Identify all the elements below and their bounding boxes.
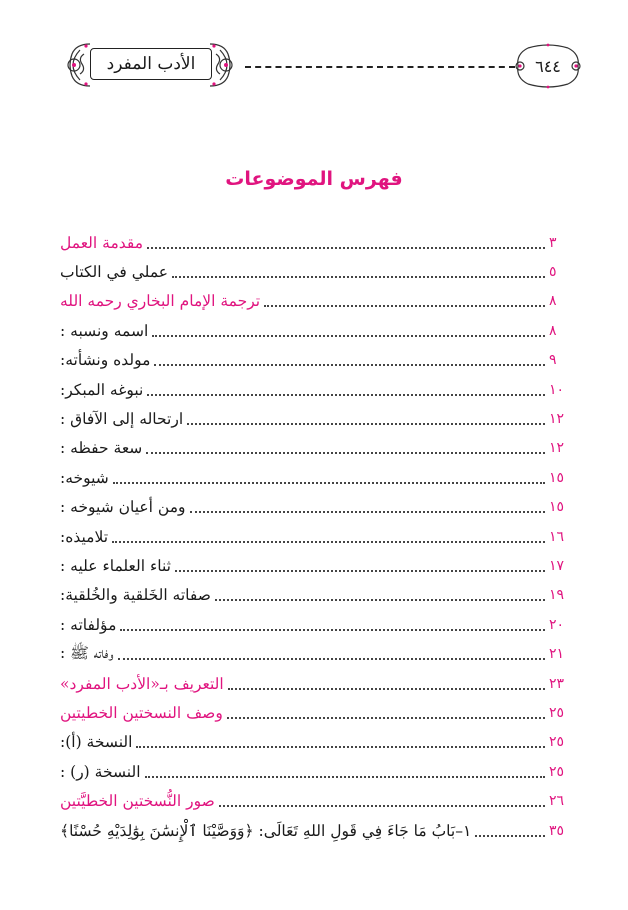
toc-entry-page: ١٠ xyxy=(549,381,565,398)
toc-entry-page: ٣ xyxy=(549,234,557,251)
toc-entry-page: ٢٥ xyxy=(549,763,565,780)
toc-entry-page: ٢٥ xyxy=(549,734,565,751)
dot-leader xyxy=(172,276,545,278)
dot-leader xyxy=(120,629,545,631)
toc-entry xyxy=(60,522,567,551)
toc-entry-label: ثناء العلماء عليه : xyxy=(60,556,171,575)
toc-entry xyxy=(60,669,567,698)
toc-entry-label: النسخة (أ): xyxy=(60,733,133,752)
toc-entry xyxy=(60,551,567,580)
toc-entry-label: مقدمة العمل xyxy=(60,233,144,252)
index-title: فهرس الموضوعات xyxy=(225,168,403,190)
toc-entry xyxy=(60,375,567,404)
table-of-contents xyxy=(60,228,567,845)
toc-entry xyxy=(60,287,567,316)
page-header xyxy=(0,0,628,110)
toc-entry-page: ٢٥ xyxy=(549,704,565,721)
toc-entry-label: ١–بَابُ مَا جَاءَ فِي قَولِ اللهِ تَعَالَى: ﴿وَوَصَّيْنَا ٱلْإِنسَٰنَ بِوَٰلِدَيْهِ حُسْنًا﴾ xyxy=(60,821,472,840)
toc-entry-page: ١٢ xyxy=(549,411,565,428)
toc-entry-page: ١٦ xyxy=(549,528,565,545)
toc-entry xyxy=(60,816,567,845)
toc-entry-label: مولده ونشأته: xyxy=(60,351,151,370)
toc-entry-page: ٥ xyxy=(549,264,557,281)
toc-entry-page: ١٧ xyxy=(549,557,565,574)
dot-leader xyxy=(264,305,545,307)
toc-entry-page: ٢٦ xyxy=(549,793,565,810)
toc-entry-page: ٢٣ xyxy=(549,675,565,692)
dot-leader xyxy=(154,364,545,366)
toc-entry-label: ترجمة الإمام البخاري رحمه الله xyxy=(60,292,261,311)
toc-entry-page: ٨ xyxy=(549,322,557,339)
toc-entry-page: ٨ xyxy=(549,293,557,310)
toc-entry xyxy=(60,639,567,668)
toc-entry-label: نبوغه المبكر: xyxy=(60,380,144,399)
toc-entry-label: وصف النسختين الخطيتين xyxy=(60,703,223,722)
toc-entry-page: ١٩ xyxy=(549,587,565,604)
toc-entry xyxy=(60,434,567,463)
toc-entry-label: ومن أعيان شيوخه : xyxy=(60,498,186,517)
dot-leader xyxy=(215,599,545,601)
toc-entry xyxy=(60,228,567,257)
toc-entry xyxy=(60,463,567,492)
toc-entry-label: وفاته ﷺ : xyxy=(60,643,114,662)
dot-leader xyxy=(147,247,545,249)
dot-leader xyxy=(146,452,545,454)
toc-entry-label: شيوخه: xyxy=(60,468,109,487)
dot-leader xyxy=(187,423,545,425)
dot-leader xyxy=(112,541,545,543)
dot-leader xyxy=(175,570,545,572)
toc-entry xyxy=(60,404,567,433)
toc-entry xyxy=(60,728,567,757)
running-title: الأدب المفرد xyxy=(90,48,212,80)
dot-leader xyxy=(152,335,545,337)
toc-entry-label: التعريف بـ«الأدب المفرد» xyxy=(60,674,224,693)
dot-leader xyxy=(190,511,546,513)
toc-entry xyxy=(60,316,567,345)
dot-leader xyxy=(145,776,545,778)
toc-entry xyxy=(60,786,567,815)
toc-entry-label: صور النُّسختين الخطيَّتين xyxy=(60,792,215,811)
toc-entry-page: ٣٥ xyxy=(549,822,565,839)
toc-entry-label: صفاته الخَلقية والخُلقية: xyxy=(60,586,211,605)
toc-entry xyxy=(60,698,567,727)
dot-leader xyxy=(228,688,545,690)
page-number: ٦٤٤ xyxy=(535,56,561,76)
dot-leader xyxy=(227,717,545,719)
toc-entry-page: ٢١ xyxy=(549,646,565,663)
toc-entry-label: النسخة (ر) : xyxy=(60,762,141,781)
toc-entry-label: سعة حفظه : xyxy=(60,439,143,458)
toc-entry xyxy=(60,346,567,375)
toc-entry-page: ١٢ xyxy=(549,440,565,457)
toc-entry-label: ارتحاله إلى الآفاق : xyxy=(60,410,184,429)
toc-entry xyxy=(60,493,567,522)
toc-entry-page: ٩ xyxy=(549,352,557,369)
toc-entry-page: ١٥ xyxy=(549,469,565,486)
toc-entry-label: عملي في الكتاب xyxy=(60,263,169,282)
header-dashed-rule xyxy=(245,66,515,68)
page-number-frame xyxy=(514,42,582,90)
toc-entry-label: تلاميذه: xyxy=(60,527,109,546)
toc-entry xyxy=(60,610,567,639)
toc-entry xyxy=(60,257,567,286)
toc-entry-page: ١٥ xyxy=(549,499,565,516)
dot-leader xyxy=(136,746,545,748)
toc-entry xyxy=(60,581,567,610)
toc-entry-page: ٢٠ xyxy=(549,616,565,633)
toc-entry-label: اسمه ونسبه : xyxy=(60,321,149,340)
toc-entry-label: مؤلفاته : xyxy=(60,615,117,634)
ornamental-title-frame xyxy=(62,40,238,90)
dot-leader xyxy=(118,658,545,660)
toc-entry xyxy=(60,757,567,786)
dot-leader xyxy=(113,482,545,484)
dot-leader xyxy=(475,835,545,837)
dot-leader xyxy=(147,394,545,396)
dot-leader xyxy=(219,805,545,807)
